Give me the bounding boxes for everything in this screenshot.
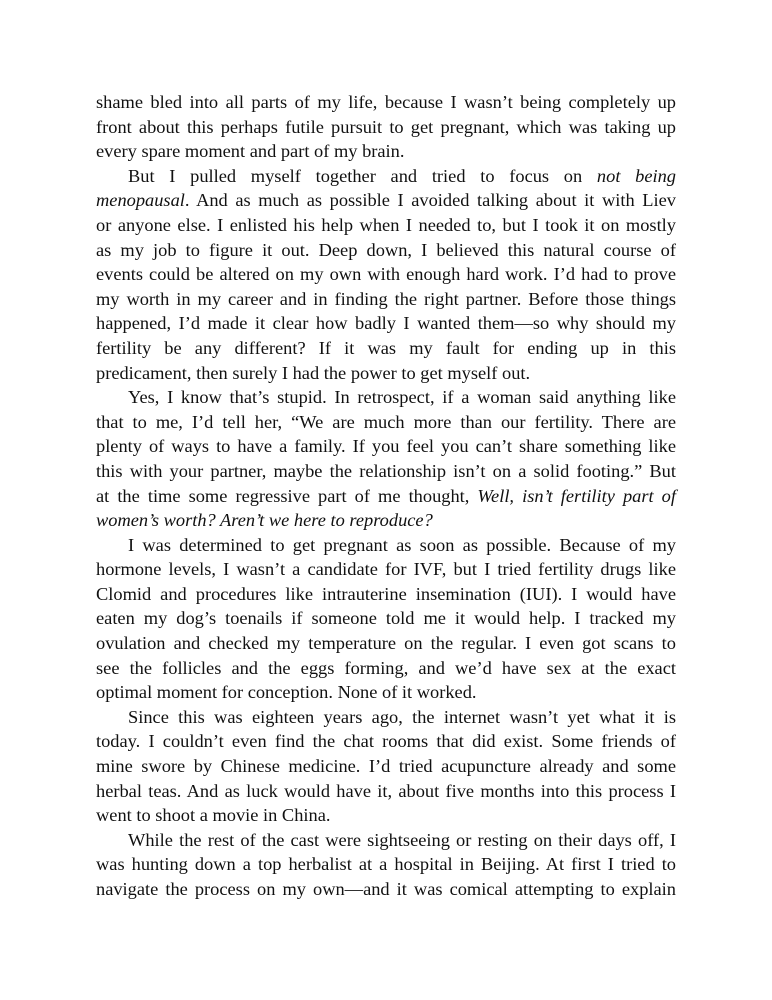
text-line xyxy=(96,631,676,656)
italic-text-run: menopausal xyxy=(96,190,185,211)
text-run: navigate the process on my own—and it was comical attempting to explain xyxy=(96,879,676,899)
paragraph xyxy=(96,828,676,902)
text-line xyxy=(96,779,676,804)
paragraph xyxy=(96,90,676,164)
text-run: mine swore by Chinese medicine. I’d tried acupuncture already and some xyxy=(96,756,676,777)
text-line xyxy=(96,115,676,140)
text-run: ovulation and checked my temperature on the regular. I even got scans to xyxy=(96,633,676,654)
text-run: today. I couldn’t even find the chat rooms that did exist. Some friends of xyxy=(96,731,676,752)
text-line xyxy=(96,484,676,509)
text-run: events could be altered on my own with enough hard work. I’d had to prove xyxy=(96,264,676,285)
text-line xyxy=(96,508,676,533)
text-line xyxy=(96,754,676,779)
italic-text-run: women’s worth? Aren’t we here to reproduce? xyxy=(96,510,433,531)
paragraph xyxy=(96,385,676,533)
text-line xyxy=(96,680,676,705)
text-run: shame bled into all parts of my life, because I wasn’t being completely up xyxy=(96,92,676,112)
body-text xyxy=(96,90,676,902)
text-run: optimal moment for conception. None of it worked. xyxy=(96,682,477,703)
paragraph xyxy=(96,533,676,705)
text-line xyxy=(96,410,676,435)
text-run: as my job to figure it out. Deep down, I believed this natural course of xyxy=(96,239,676,260)
text-run: herbal teas. And as luck would have it, about five months into this process I xyxy=(96,780,676,801)
text-line xyxy=(96,90,676,115)
text-run: Clomid and procedures like intrauterine insemination (IUI). I would have xyxy=(96,583,676,604)
text-line xyxy=(96,311,676,336)
text-run: Since this was eighteen years ago, the internet wasn’t yet what it is xyxy=(128,706,676,727)
paragraph xyxy=(96,164,676,385)
text-run: see the follicles and the eggs forming, and we’d have sex at the exact xyxy=(96,657,676,678)
text-line xyxy=(96,877,676,902)
text-run: While the rest of the cast were sightseeing or resting on their days off, I xyxy=(128,829,676,850)
text-line xyxy=(96,213,676,238)
text-run: went to shoot a movie in China. xyxy=(96,805,331,826)
text-line xyxy=(96,557,676,582)
text-run: my worth in my career and in finding the right partner. Before those things xyxy=(96,288,676,309)
text-line xyxy=(96,262,676,287)
text-line xyxy=(96,803,676,828)
text-run: fertility be any different? If it was my fault for ending up in this xyxy=(96,337,676,358)
text-line xyxy=(96,459,676,484)
text-line xyxy=(96,656,676,681)
text-run: plenty of ways to have a family. If you feel you can’t share something like xyxy=(96,436,676,457)
text-run: hormone levels, I wasn’t a candidate for IVF, but I tried fertility drugs like xyxy=(96,559,676,580)
text-run: this with your partner, maybe the relationship isn’t on a solid footing.” But xyxy=(96,460,676,481)
text-run: predicament, then surely I had the power to get myself out. xyxy=(96,362,531,383)
italic-text-run: not being xyxy=(596,165,676,186)
italic-text-run: Well, isn’t fertility part of xyxy=(477,485,676,506)
text-run: eaten my dog’s toenails if someone told me it would help. I tracked my xyxy=(96,608,676,629)
text-line xyxy=(96,139,676,164)
text-run: at the time some regressive part of me thought, xyxy=(96,485,478,506)
text-line xyxy=(96,828,676,853)
text-line xyxy=(96,705,676,730)
text-run: I was determined to get pregnant as soon as possible. Because of my xyxy=(128,534,676,555)
text-run: that to me, I’d tell her, “We are much more than our fertility. There are xyxy=(96,411,676,432)
text-line xyxy=(96,582,676,607)
text-line xyxy=(96,336,676,361)
text-line xyxy=(96,287,676,312)
text-line xyxy=(96,606,676,631)
text-line xyxy=(96,852,676,877)
text-run: front about this perhaps futile pursuit to get pregnant, which was taking up xyxy=(96,116,676,137)
text-run: But I pulled myself together and tried to focus on xyxy=(128,165,597,186)
text-line xyxy=(96,533,676,558)
paragraph xyxy=(96,705,676,828)
text-line xyxy=(96,361,676,386)
text-run: or anyone else. I enlisted his help when I needed to, but I took it on mostly xyxy=(96,214,676,235)
text-run: was hunting down a top herbalist at a hospital in Beijing. At first I tried to xyxy=(96,854,676,875)
text-run: every spare moment and part of my brain. xyxy=(96,141,405,162)
text-run: Yes, I know that’s stupid. In retrospect, if a woman said anything like xyxy=(128,387,676,408)
text-line xyxy=(96,238,676,263)
text-run: happened, I’d made it clear how badly I wanted them—so why should my xyxy=(96,313,676,334)
text-line xyxy=(96,385,676,410)
text-line xyxy=(96,164,676,189)
text-line xyxy=(96,434,676,459)
text-line xyxy=(96,729,676,754)
text-line xyxy=(96,188,676,213)
text-run: . And as much as possible I avoided talking about it with Liev xyxy=(184,190,676,211)
